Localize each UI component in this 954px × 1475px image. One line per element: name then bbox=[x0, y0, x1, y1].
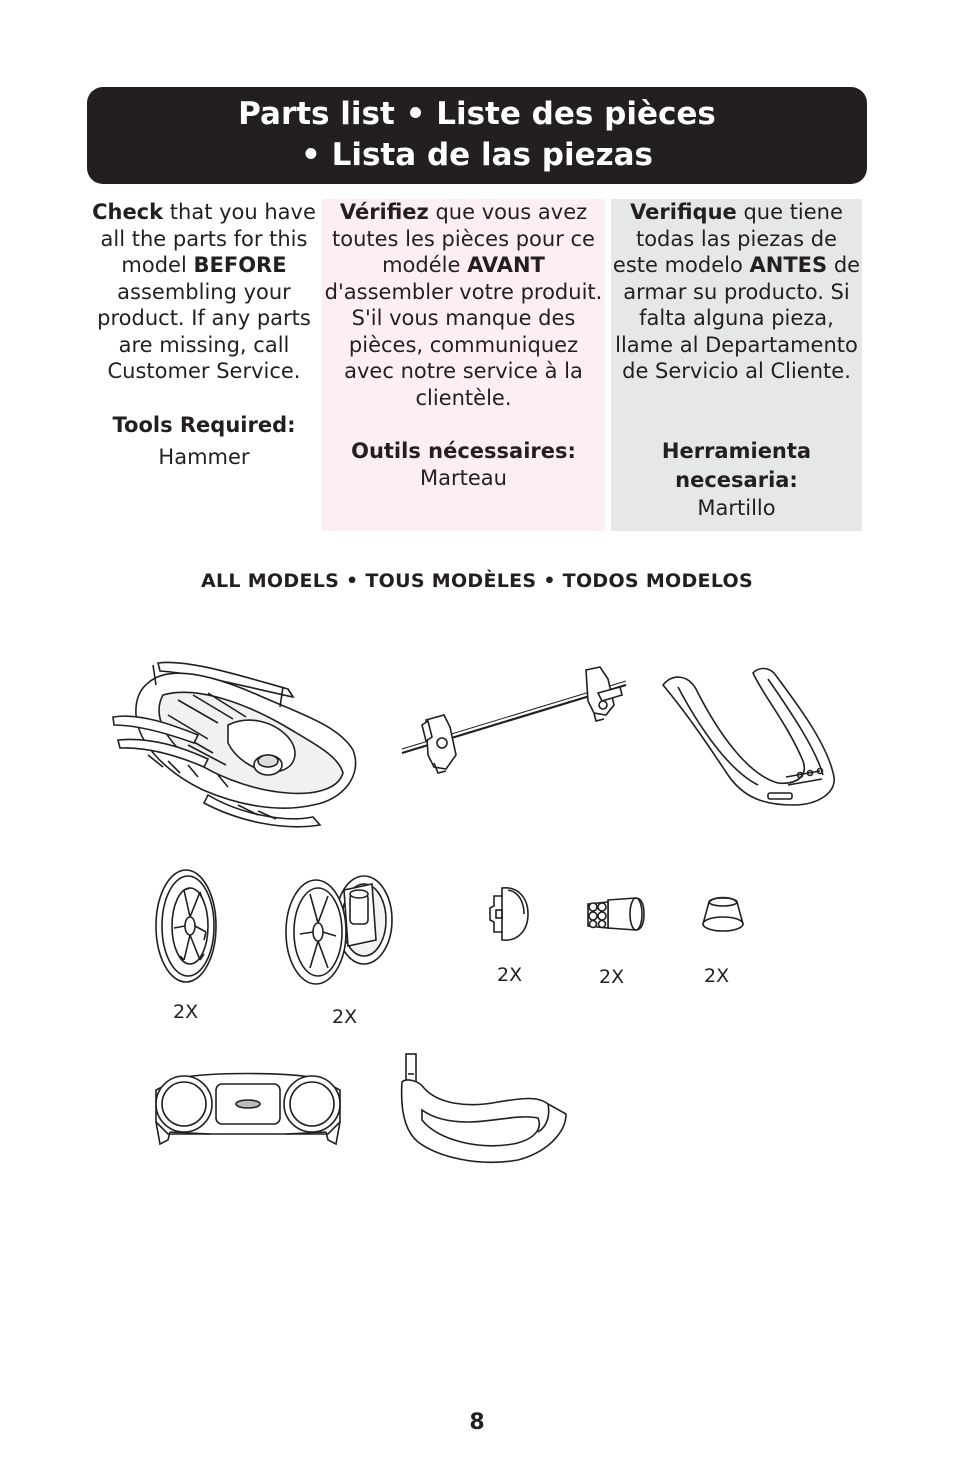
rear-axle-illustration bbox=[398, 665, 630, 777]
cap-clip-quantity: 2X bbox=[497, 964, 523, 986]
rear-wheel-quantity: 2X bbox=[173, 1001, 199, 1023]
parts-list-header bbox=[87, 87, 867, 184]
child-tray-illustration bbox=[398, 1052, 570, 1167]
english-tools-title: Tools Required: bbox=[112, 412, 296, 437]
header-line-1: Parts list • Liste des pièces bbox=[238, 96, 716, 132]
stroller-seat-illustration bbox=[108, 655, 363, 830]
page-number: 8 bbox=[469, 1410, 485, 1435]
spanish-tools-value: Martillo bbox=[697, 495, 776, 520]
models-heading: ALL MODELS • TOUS MODÈLES • TODOS MODELOS bbox=[200, 570, 753, 592]
axle-cap-quantity: 2X bbox=[599, 966, 625, 988]
spanish-column bbox=[611, 199, 862, 531]
parent-tray-illustration bbox=[150, 1070, 346, 1152]
foot-cap-illustration bbox=[699, 894, 747, 936]
english-column bbox=[92, 199, 316, 471]
cap-clip-illustration bbox=[488, 884, 530, 944]
english-tools-value: Hammer bbox=[158, 445, 250, 469]
front-wheel-quantity: 2X bbox=[332, 1006, 358, 1028]
handle-bar-illustration bbox=[658, 665, 838, 810]
english-instructions: Check that you have all the parts for this model BEFORE assembling your product. If any parts are missing, call Customer Service. bbox=[92, 200, 316, 383]
rear-wheel-illustration bbox=[154, 868, 222, 986]
front-wheel-illustration bbox=[284, 870, 396, 988]
header-line-2: • Lista de las piezas bbox=[300, 137, 654, 173]
axle-cap-illustration bbox=[584, 894, 646, 936]
foot-cap-quantity: 2X bbox=[704, 965, 730, 987]
french-tools-title: Outils nécessaires: bbox=[351, 439, 576, 463]
spanish-tools-title: Herramienta necesaria: bbox=[661, 438, 812, 492]
french-column bbox=[322, 199, 605, 531]
french-tools-value: Marteau bbox=[420, 465, 507, 490]
spanish-instructions: Verifique que tiene todas las piezas de este modelo ANTES de armar su producto. Si falta alguna pieza, llame al Departamento de Servicio al Cliente. bbox=[612, 200, 861, 383]
french-instructions: Vérifiez que vous avez toutes les pièces pour ce modéle AVANT d'assembler votre produit. S'il vous manque des pièces, communiquez avec notre service à la clientèle. bbox=[324, 200, 603, 410]
